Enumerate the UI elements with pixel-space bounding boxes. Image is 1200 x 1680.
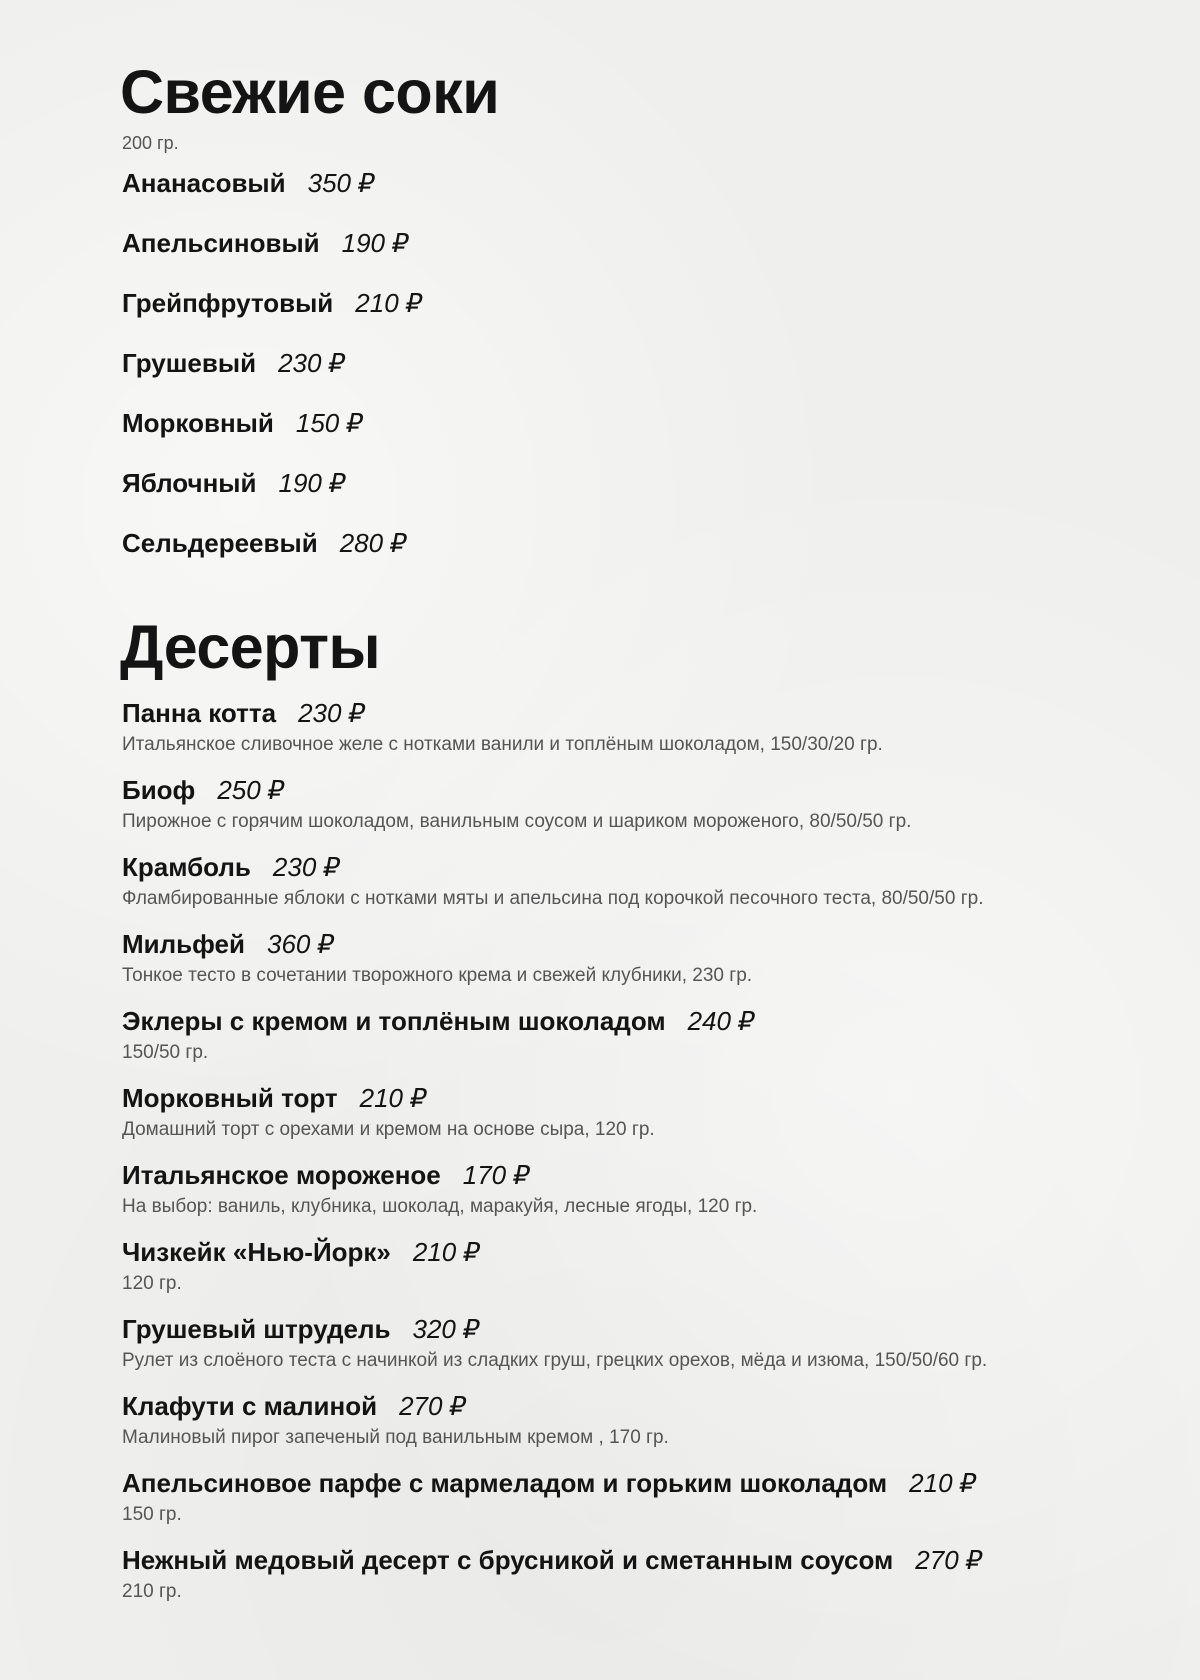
dessert-heading — [122, 1162, 987, 1197]
dessert-item — [122, 700, 987, 777]
dessert-item — [122, 1008, 987, 1085]
dessert-price: 170 ₽ — [462, 1160, 530, 1190]
juice-price: 150 ₽ — [295, 408, 364, 438]
juice-name: Сельдереевый — [122, 528, 318, 558]
menu-page — [122, 0, 1122, 1680]
juice-item — [122, 410, 422, 470]
juices-section-title: Свежие соки — [120, 58, 500, 126]
dessert-heading — [122, 931, 987, 966]
dessert-price: 210 ₽ — [909, 1468, 977, 1498]
juice-price: 280 ₽ — [339, 528, 407, 558]
dessert-heading — [122, 1316, 987, 1351]
dessert-name: Клафути с малиной — [122, 1391, 378, 1421]
dessert-heading — [122, 1239, 987, 1274]
juice-name: Грушевый — [122, 348, 257, 378]
juice-name: Морковный — [122, 408, 274, 438]
dessert-price: 210 ₽ — [412, 1237, 481, 1267]
dessert-heading — [122, 1008, 987, 1043]
juice-item — [122, 350, 422, 410]
dessert-name: Крамболь — [122, 852, 251, 882]
dessert-name: Итальянское мороженое — [122, 1160, 441, 1190]
dessert-item — [122, 931, 987, 1008]
juice-name: Грейпфрутовый — [122, 288, 334, 318]
dessert-item — [122, 1547, 987, 1624]
dessert-name: Нежный медовый десерт с брусникой и сметанным соусом — [122, 1545, 894, 1575]
dessert-item — [122, 1239, 987, 1316]
dessert-item — [122, 1470, 987, 1547]
dessert-description: 150/50 гр. — [122, 1042, 209, 1063]
dessert-list — [122, 700, 987, 1624]
juice-price: 230 ₽ — [278, 348, 346, 378]
dessert-price: 360 ₽ — [267, 929, 335, 959]
dessert-description: Тонкое тесто в сочетании творожного крема и свежей клубники, 230 гр. — [122, 965, 753, 986]
juice-item — [122, 170, 422, 230]
dessert-name: Грушевый штрудель — [122, 1314, 391, 1344]
dessert-name: Морковный торт — [122, 1083, 338, 1113]
dessert-description: Итальянское сливочное желе с нотками ванили и топлёным шоколадом, 150/30/20 гр. — [122, 734, 883, 755]
dessert-name: Биоф — [122, 775, 196, 805]
juice-name: Апельсиновый — [122, 228, 320, 258]
dessert-description: Малиновый пирог запеченый под ванильным кремом , 170 гр. — [122, 1427, 669, 1448]
dessert-price: 270 ₽ — [915, 1545, 983, 1575]
dessert-heading — [122, 854, 987, 889]
dessert-price: 250 ₽ — [217, 775, 285, 805]
juice-price: 190 ₽ — [278, 468, 346, 498]
dessert-heading — [122, 1547, 987, 1582]
dessert-heading — [122, 1085, 987, 1120]
dessert-name: Апельсиновое парфе с мармеладом и горьким шоколадом — [122, 1468, 888, 1498]
dessert-heading — [122, 1470, 987, 1505]
dessert-name: Чизкейк «Нью-Йорк» — [122, 1237, 391, 1267]
dessert-item — [122, 1316, 987, 1393]
dessert-price: 210 ₽ — [359, 1083, 427, 1113]
dessert-name: Мильфей — [122, 929, 245, 959]
dessert-item — [122, 777, 987, 854]
dessert-heading — [122, 1393, 987, 1428]
juice-price: 190 ₽ — [341, 228, 409, 258]
dessert-description: На выбор: ваниль, клубника, шоколад, маракуйя, лесные ягоды, 120 гр. — [122, 1196, 758, 1217]
dessert-description: Пирожное с горячим шоколадом, ванильным соусом и шариком мороженого, 80/50/50 гр. — [122, 811, 912, 832]
juices-volume-note: 200 гр. — [122, 133, 179, 153]
dessert-item — [122, 1085, 987, 1162]
dessert-description: 210 гр. — [122, 1581, 182, 1602]
dessert-price: 230 ₽ — [272, 852, 341, 882]
juice-item — [122, 290, 422, 350]
dessert-price: 240 ₽ — [687, 1006, 755, 1036]
juice-item — [122, 530, 422, 590]
juice-price: 210 ₽ — [355, 288, 423, 318]
dessert-description: Фламбированные яблоки с нотками мяты и апельсина под корочкой песочного теста, 80/50/50 гр. — [122, 888, 984, 909]
dessert-price: 230 ₽ — [298, 698, 366, 728]
juice-name: Ананасовый — [122, 168, 286, 198]
juice-list — [122, 170, 422, 590]
dessert-description: 120 гр. — [122, 1273, 182, 1294]
dessert-heading — [122, 777, 987, 812]
dessert-description: 150 гр. — [122, 1504, 182, 1525]
juice-price: 350 ₽ — [307, 168, 375, 198]
dessert-item — [122, 1162, 987, 1239]
dessert-heading — [122, 700, 987, 735]
juice-name: Яблочный — [122, 468, 257, 498]
dessert-item — [122, 1393, 987, 1470]
dessert-price: 320 ₽ — [412, 1314, 480, 1344]
juice-item — [122, 470, 422, 530]
dessert-item — [122, 854, 987, 931]
desserts-section-title: Десерты — [120, 613, 381, 681]
dessert-description: Рулет из слоёного теста с начинкой из сладких груш, грецких орехов, мёда и изюма, 150/50/60 гр. — [122, 1350, 988, 1371]
dessert-description: Домашний торт с орехами и кремом на основе сыра, 120 гр. — [122, 1119, 655, 1140]
juice-item — [122, 230, 422, 290]
dessert-name: Панна котта — [122, 698, 277, 728]
dessert-price: 270 ₽ — [399, 1391, 467, 1421]
dessert-name: Эклеры с кремом и топлёным шоколадом — [122, 1006, 666, 1036]
